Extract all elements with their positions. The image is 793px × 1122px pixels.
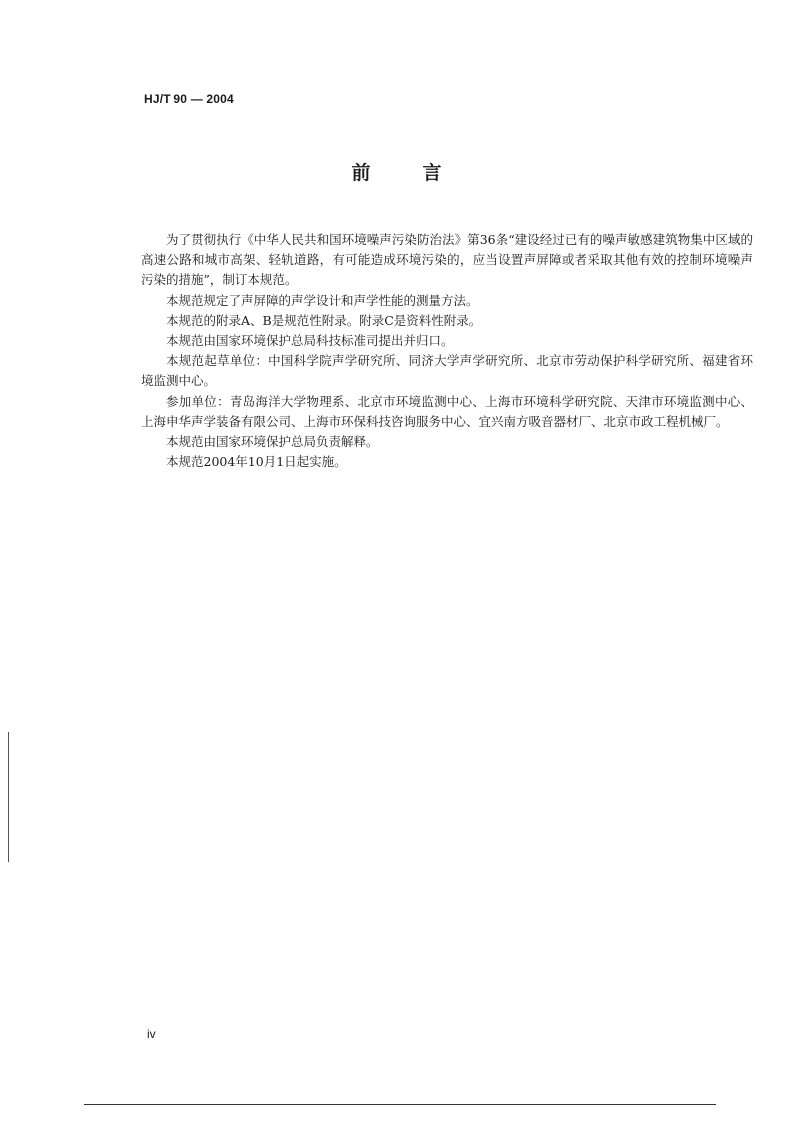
paragraph-purpose: 为了贯彻执行《中华人民共和国环境噪声污染防治法》第36条“建设经过已有的噪声敏感建筑物集中区域的高速公路和城市高架、轻轨道路，有可能造成环境污染的，应当设置声屏障或者采取其他有效的控制环境噪声污染的措施”，制订本规范。 — [141, 232, 753, 288]
paragraph-proposer: 本规范由国家环境保护总局科技标准司提出并归口。 — [166, 333, 454, 349]
page-title: 前言 — [351, 162, 494, 184]
bottom-rule — [84, 1104, 716, 1105]
paragraph-drafting-units: 本规范起草单位：中国科学院声学研究所、同济大学声学研究所、北京市劳动保护科学研究所、福建省环境监测中心。 — [141, 353, 753, 389]
scan-margin-line — [8, 732, 9, 862]
paragraph-scope: 本规范规定了声屏障的声学设计和声学性能的测量方法。 — [166, 292, 479, 308]
paragraph-appendices: 本规范的附录A、B是规范性附录。附录C是资料性附录。 — [166, 312, 482, 328]
paragraph-participating-units: 参加单位：青岛海洋大学物理系、北京市环境监测中心、上海市环境科学研究院、天津市环境监测中心、上海申华声学装备有限公司、上海市环保科技咨询服务中心、宜兴南方吸音器材厂、北京市政工程机械厂。 — [141, 393, 753, 429]
paragraph-interpretation: 本规范由国家环境保护总局负责解释。 — [166, 434, 379, 450]
preface-body — [141, 230, 753, 472]
paragraph-effective-date: 本规范2004年10月1日起实施。 — [166, 454, 347, 470]
page-number: iv — [147, 1027, 156, 1041]
standard-code-header: HJ/T 90 — 2004 — [144, 92, 234, 106]
